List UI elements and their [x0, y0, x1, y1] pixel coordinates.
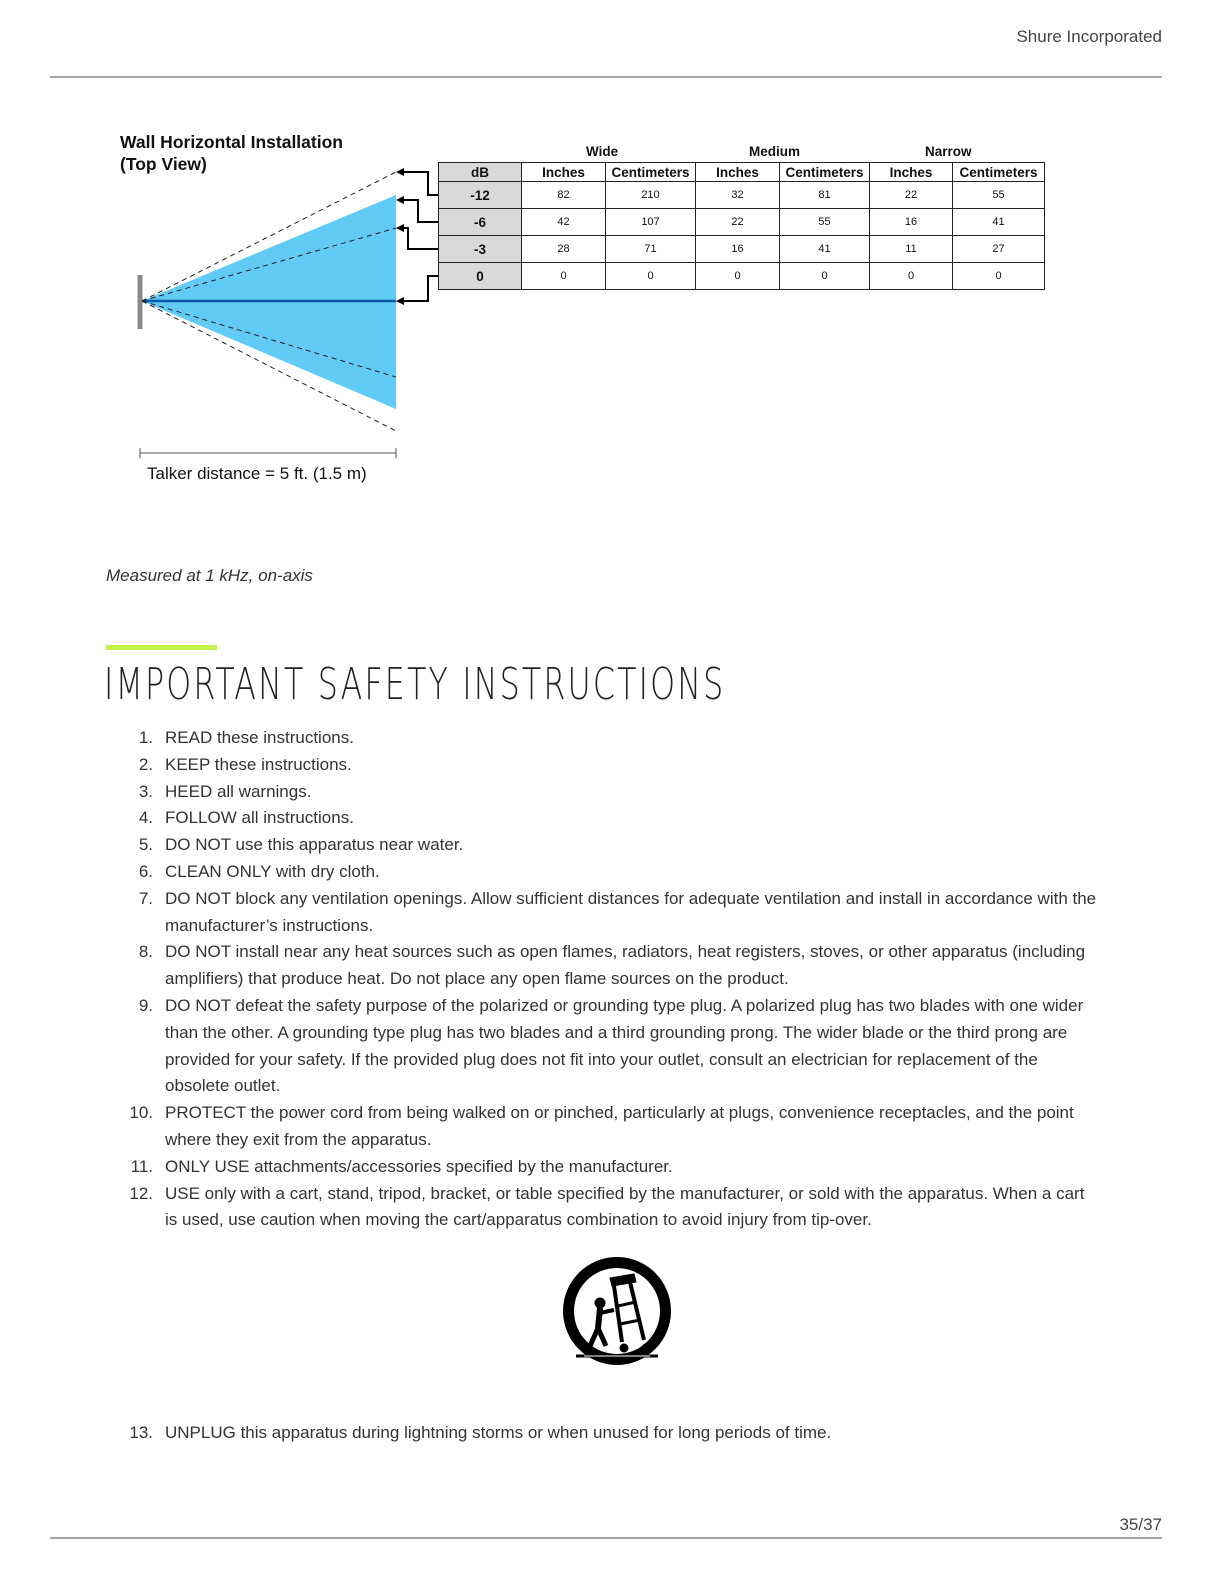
- talker-distance-label: Talker distance = 5 ft. (1.5 m): [147, 464, 367, 483]
- list-item: [120, 832, 1100, 859]
- table-cell: 28: [522, 236, 606, 263]
- table-cell: 210: [606, 182, 696, 209]
- group-label-wide: Wide: [586, 144, 619, 159]
- group-label-narrow: Narrow: [925, 144, 972, 159]
- list-item: [120, 886, 1100, 940]
- table-cell: 27: [953, 236, 1045, 263]
- table-row: [439, 263, 1045, 290]
- table-cell: 55: [953, 182, 1045, 209]
- list-item-text: UNPLUG this apparatus during lightning storms or when unused for long periods of time.: [165, 1423, 832, 1442]
- table-cell: 32: [696, 182, 780, 209]
- column-header-wide-cm: Centimeters: [606, 163, 696, 182]
- column-header-db: dB: [439, 163, 522, 182]
- list-item: [120, 1154, 1100, 1181]
- list-item: [120, 1100, 1100, 1154]
- arrowhead-minus3: [396, 224, 404, 232]
- table-cell: 0: [522, 263, 606, 290]
- list-item-number: 5.: [138, 835, 153, 855]
- list-item-number: 12.: [129, 1183, 153, 1203]
- list-item-text: HEED all warnings.: [165, 781, 312, 801]
- table-cell-db: -6: [439, 209, 522, 236]
- table-cell: 11: [870, 236, 953, 263]
- list-item-number: 13.: [129, 1423, 153, 1442]
- list-item-number: 7.: [138, 888, 153, 908]
- table-cell: 55: [780, 209, 870, 236]
- list-item-text: DO NOT block any ventilation openings. Allow sufficient distances for adequate ventilation and install in accordance with the manufacturer’s instructions.: [165, 888, 1097, 935]
- table-cell-db: -12: [439, 182, 522, 209]
- table-cell: 22: [696, 209, 780, 236]
- list-item: [120, 1181, 1100, 1235]
- table-cell: 22: [870, 182, 953, 209]
- table-cell-db: -3: [439, 236, 522, 263]
- table-cell: 0: [696, 263, 780, 290]
- figure-title-line1: Wall Horizontal Installation: [120, 132, 343, 152]
- figure-caption: Measured at 1 kHz, on-axis: [106, 566, 313, 585]
- table-cell: 41: [780, 236, 870, 263]
- table-header-row: [439, 163, 1045, 182]
- table-cell: 16: [696, 236, 780, 263]
- list-item-text: CLEAN ONLY with dry cloth.: [165, 861, 380, 881]
- leader-zero: [400, 276, 438, 301]
- list-item-number: 6.: [138, 861, 153, 881]
- coverage-table: [438, 162, 1045, 290]
- table-row: [439, 236, 1045, 263]
- list-item: [120, 779, 1100, 806]
- figure-title-line2: (Top View): [120, 154, 207, 174]
- list-item-number: 3.: [138, 781, 153, 801]
- list-item-text: DO NOT install near any heat sources such as open flames, radiators, heat registers, stoves, or other apparatus (including amplifiers) that produce heat. Do not place any open flame sources on the product.: [165, 942, 1086, 989]
- footer-rule: [50, 1537, 1162, 1539]
- table-cell: 42: [522, 209, 606, 236]
- list-item-text: USE only with a cart, stand, tripod, bracket, or table specified by the manufacturer, or sold with the apparatus. When a cart is used, use caution when moving the cart/apparatus combination to avoid injury from tip-over.: [165, 1183, 1085, 1230]
- table-cell: 0: [870, 263, 953, 290]
- leader-minus12: [400, 172, 438, 195]
- list-item-number: 8.: [138, 942, 153, 962]
- group-label-medium: Medium: [749, 144, 801, 159]
- page-number: 35/37: [1119, 1515, 1162, 1534]
- list-item-number: 10.: [129, 1103, 153, 1123]
- list-item-text: DO NOT use this apparatus near water.: [165, 835, 464, 855]
- list-item: [120, 859, 1100, 886]
- list-item-text: KEEP these instructions.: [165, 754, 352, 774]
- safety-instructions-list: [120, 725, 1100, 1234]
- table-cell: 107: [606, 209, 696, 236]
- table-cell: 0: [606, 263, 696, 290]
- figure-title: [120, 131, 343, 175]
- cart-tip-over-warning-icon: [562, 1256, 672, 1366]
- table-cell-db: 0: [439, 263, 522, 290]
- list-item-number: 1.: [138, 728, 153, 747]
- table-row: [439, 209, 1045, 236]
- table-cell: 0: [953, 263, 1045, 290]
- arrowhead-minus12: [396, 168, 404, 176]
- arrowhead-minus6: [396, 196, 404, 204]
- column-header-medium-cm: Centimeters: [780, 163, 870, 182]
- section-heading: IMPORTANT SAFETY INSTRUCTIONS: [104, 659, 726, 710]
- list-item: [120, 725, 1100, 752]
- list-item-text: ONLY USE attachments/accessories specified by the manufacturer.: [165, 1156, 673, 1176]
- arrowhead-zero: [396, 297, 404, 305]
- column-header-narrow-inches: Inches: [870, 163, 953, 182]
- list-item-text: PROTECT the power cord from being walked on or pinched, particularly at plugs, convenience receptacles, and the point where they exit from the apparatus.: [165, 1103, 1074, 1149]
- table-cell: 81: [780, 182, 870, 209]
- list-item-text: DO NOT defeat the safety purpose of the polarized or grounding type plug. A polarized plug has two blades with one wider than the other. A grounding type plug has two blades and a third grounding prong. The wider blade or the third prong are provided for your safety. If the provided plug does not fit into your outlet, consult an electrician for replacement of the obsolete outlet.: [165, 995, 1084, 1096]
- table-row: [439, 182, 1045, 209]
- list-item-text: FOLLOW all instructions.: [165, 808, 354, 828]
- list-item: [120, 939, 1100, 993]
- section-accent-bar: [106, 645, 217, 650]
- list-item-number: 11.: [130, 1156, 153, 1176]
- header-rule: [50, 76, 1162, 78]
- leader-minus3: [400, 228, 438, 249]
- table-cell: 82: [522, 182, 606, 209]
- table-cell: 41: [953, 209, 1045, 236]
- column-header-narrow-cm: Centimeters: [953, 163, 1045, 182]
- list-item-number: 2.: [138, 754, 153, 774]
- list-item: [120, 993, 1100, 1100]
- list-item: [120, 752, 1100, 779]
- list-item: [120, 805, 1100, 832]
- company-name: Shure Incorporated: [1016, 27, 1162, 46]
- safety-instructions-list-continued: [120, 1420, 1100, 1447]
- list-item-text: READ these instructions.: [165, 728, 354, 747]
- table-cell: 16: [870, 209, 953, 236]
- list-item-number: 4.: [138, 808, 153, 828]
- list-item-number: 9.: [138, 995, 153, 1015]
- list-item: [120, 1420, 1100, 1447]
- column-header-medium-inches: Inches: [696, 163, 780, 182]
- leader-minus6: [400, 200, 438, 222]
- column-header-wide-inches: Inches: [522, 163, 606, 182]
- table-cell: 0: [780, 263, 870, 290]
- table-cell: 71: [606, 236, 696, 263]
